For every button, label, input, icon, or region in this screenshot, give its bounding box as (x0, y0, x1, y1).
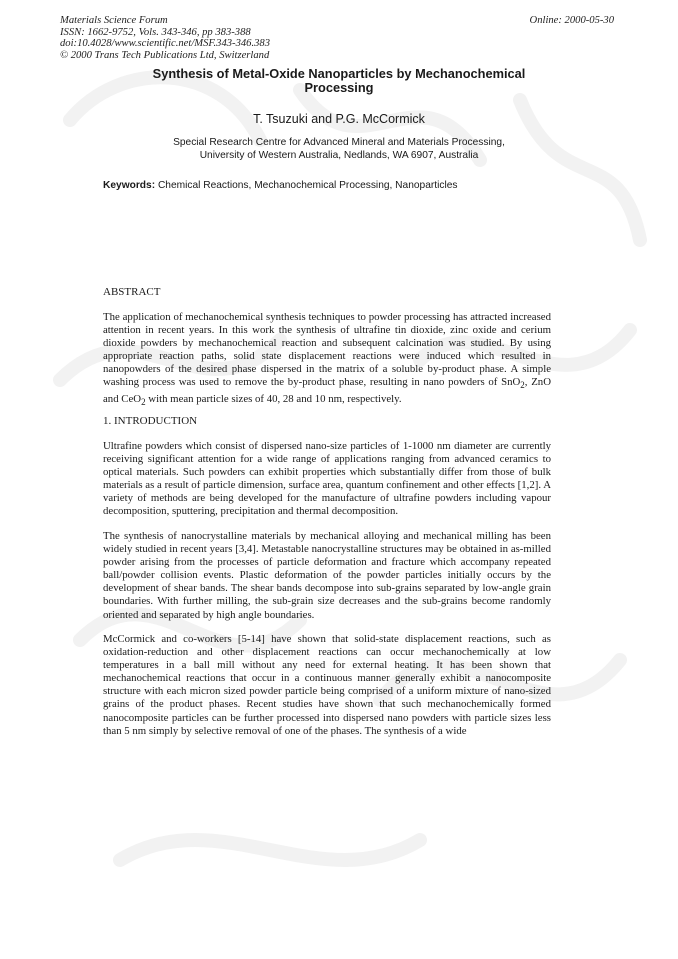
online-date: Online: 2000-05-30 (529, 15, 614, 26)
abstract-text (103, 311, 551, 409)
keywords-label: Keywords: (103, 180, 156, 191)
paragraph-text: McCormick and co-workers [5-14] have shown that solid-state displacement reactions, such as oxidation-reduction and other displacement reactions can occur mechanochemically at low temperatures in a ball mill without any need for external heating. It has been shown that mechanochemical reactions that occur in a continuous manner generally exhibit a nanocomposite structure with each micron sized powder particle being comprised of a uniform mixture of nano-sized grains of the product phases. Recent studies have shown that such mechanochemically formed nanocomposite particles can be further processed into dispersed nano powders with particle sizes less than 5 nm simply by selective removal of one of the phases. The synthesis of a wide (103, 633, 551, 737)
intro-paragraph-3 (103, 633, 551, 738)
intro-paragraph-1 (103, 440, 551, 519)
affiliation (0, 137, 678, 162)
introduction-heading: 1. INTRODUCTION (103, 415, 198, 427)
journal-header (60, 15, 270, 61)
issn-line: ISSN: 1662-9752, Vols. 343-346, pp 383-388 (60, 26, 251, 38)
paragraph-text: The synthesis of nanocrystalline materials by mechanical alloying and mechanical milling has been widely studied in recent years [3,4]. Metastable nanocrystalline structures may be obtained in as-milled powder arising from the processes of particle deformation and fracture which accompany repeated ball/powder collision events. Plastic deformation of the powder particles initially occurs by the development of shear bands. The shear bands decompose into sub-grains separated by low-angle grain boundaries. With further milling, the sub-grain size decreases and the sub-grains become randomly oriented and separated by high angle boundaries. (103, 530, 551, 621)
title-line-2: Processing (304, 80, 374, 95)
subscript: 2 (141, 396, 146, 407)
title-line-1: Synthesis of Metal-Oxide Nanoparticles by Mechanochemical (152, 66, 526, 81)
authors: T. Tsuzuki and P.G. McCormick (253, 112, 425, 126)
paragraph-text: Ultrafine powders which consist of dispersed nano-size particles of 1-1000 nm diameter are currently receiving significant attention for a wide range of applications ranging from advanced ceramics to optical materials. Such powders can exhibit properties which substantially differ from those of bulk materials as a result of particle dimension, surface area, quantum confinement and other effects [1,2]. A variety of methods are being developed for the manufacture of ultrafine powders including vapour decomposition, sputtering, precipitation and thermal decomposition. (103, 440, 551, 518)
affiliation-line-1: Special Research Centre for Advanced Mineral and Materials Processing, (173, 137, 505, 148)
copyright-line: © 2000 Trans Tech Publications Ltd, Switzerland (60, 49, 270, 61)
abstract-mid: , ZnO and CeO (103, 376, 551, 405)
keywords-text: Chemical Reactions, Mechanochemical Processing, Nanoparticles (157, 180, 458, 191)
doi-line: doi:10.4028/www.scientific.net/MSF.343-346.383 (60, 38, 270, 49)
abstract-main: The application of mechanochemical synthesis techniques to powder processing has attracted increased attention in recent years. In this work the synthesis of ultrafine tin dioxide, zinc oxide and cerium dioxide powders by mechanochemical reaction and subsequent calcination was studied. By using appropriate reaction paths, solid state displacement reactions were induced which resulted in nanopowders of the desired phase dispersed in the matrix of a soluble by-product phase. A simple washing process was used to remove the by-product phase, resulting in nano powders of SnO (103, 311, 551, 389)
abstract-heading: ABSTRACT (103, 286, 161, 298)
affiliation-line-2: University of Western Australia, Nedlands, WA 6907, Australia (199, 149, 479, 161)
intro-paragraph-2 (103, 530, 551, 622)
subscript: 2 (520, 380, 525, 391)
abstract-end: with mean particle sizes of 40, 28 and 10 nm, respectively. (145, 392, 402, 405)
journal-name: Materials Science Forum (60, 15, 168, 26)
paper-title (100, 67, 578, 95)
keywords (103, 180, 457, 191)
